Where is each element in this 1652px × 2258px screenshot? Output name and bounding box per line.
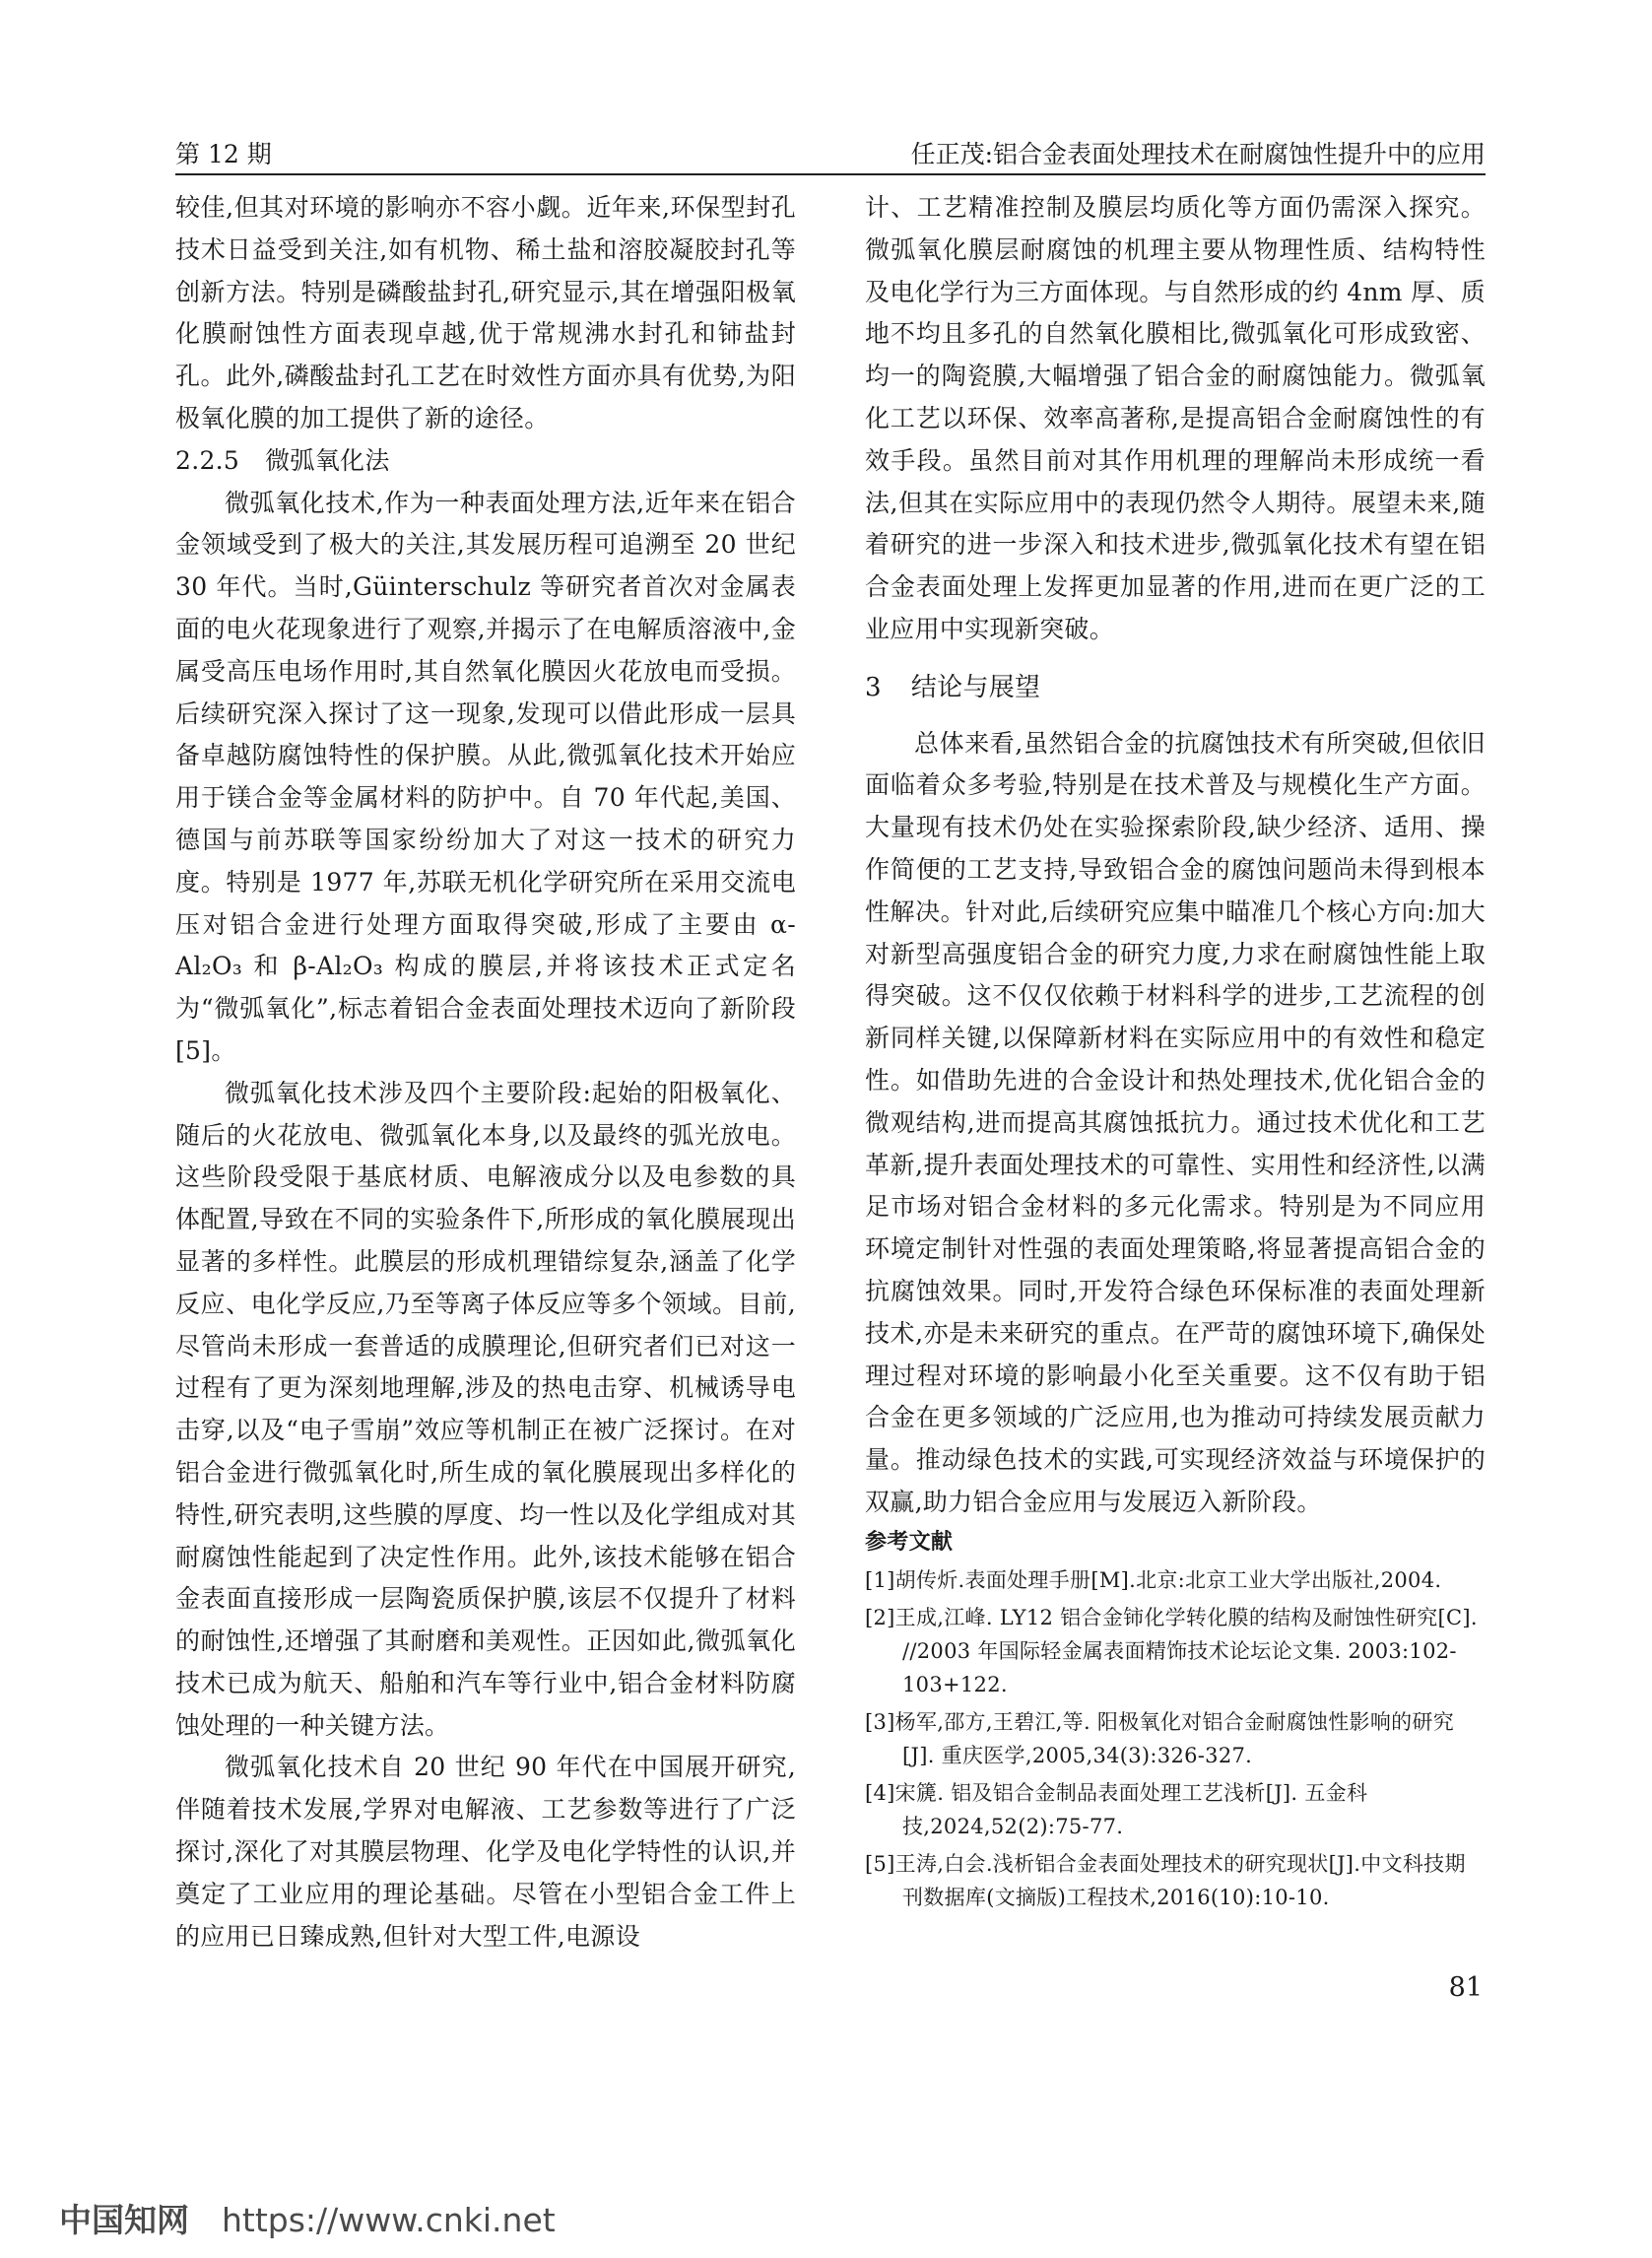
paragraph-continued: 计、工艺精准控制及膜层均质化等方面仍需深入探究。微弧氧化膜层耐腐蚀的机理主要从物理性质、结构特性及电化学行为三方面体现。与自然形成的约 4nm 厚、质地不均且多孔的自然氧化膜相比,微弧氧化可形成致密、均一的陶瓷膜,大幅增强了铝合金的耐腐蚀能力。微弧氧化工艺以环保、效率高著称,是提高铝合金耐腐蚀性的有效手段。虽然目前对其作用机理的理解尚未形成统一看法,但其在实际应用中的表现仍然令人期待。展望未来,随着研究的进一步深入和技术进步,微弧氧化技术有望在铝合金表面处理上发挥更加显著的作用,进而在更广泛的工业应用中实现新突破。 — [865, 193, 1486, 643]
section-title: 结论与展望 — [910, 672, 1041, 702]
page-number: 81 — [1448, 1972, 1483, 2003]
paragraph-continued: 较佳,但其对环境的影响亦不容小觑。近年来,环保型封孔技术日益受到关注,如有机物、稀土盐和溶胶凝胶封孔等创新方法。特别是磷酸盐封孔,研究显示,其在增强阳极氧化膜耐蚀性方面表现卓越,优于常规沸水封孔和铈盐封孔。此外,磷酸盐封孔工艺在时效性方面亦具有优势,为阳极氧化膜的加工提供了新的途径。 — [175, 193, 796, 432]
left-column — [175, 187, 796, 2089]
cnki-logo-text: 中国知网 — [59, 2201, 189, 2239]
section-heading — [865, 667, 1486, 709]
issue-label: 第 12 期 — [175, 140, 272, 168]
subsection-number: 2.2.5 — [175, 445, 240, 475]
section-number: 3 — [865, 672, 882, 702]
subsection-heading — [175, 440, 796, 483]
reference-item: [4]宋篪. 铝及铝合金制品表面处理工艺浅析[J]. 五金科技,2024,52(2):75-77. — [865, 1780, 1368, 1838]
header-divider — [175, 173, 1486, 175]
subsection-title: 微弧氧化法 — [265, 445, 390, 475]
paragraph: 微弧氧化技术自 20 世纪 90 年代在中国展开研究,伴随着技术发展,学界对电解液、工艺参数等进行了广泛探讨,深化了对其膜层物理、化学及电化学特性的认识,并奠定了工业应用的理论基础。尽管在小型铝合金工件上的应用已日臻成熟,但针对大型工件,电源设 — [175, 1753, 796, 1951]
running-header — [175, 132, 1486, 171]
right-column — [865, 187, 1486, 2020]
reference-item: [3]杨军,邵方,王碧江,等. 阳极氧化对铝合金耐腐蚀性影响的研究[J]. 重庆医学,2005,34(3):326-327. — [865, 1709, 1455, 1767]
paragraph: 总体来看,虽然铝合金的抗腐蚀技术有所突破,但依旧面临着众多考验,特别是在技术普及与规模化生产方面。大量现有技术仍处在实验探索阶段,缺少经济、适用、操作简便的工艺支持,导致铝合金的腐蚀问题尚未得到根本性解决。针对此,后续研究应集中瞄准几个核心方向:加大对新型高强度铝合金的研究力度,力求在耐腐蚀性能上取得突破。这不仅仅依赖于材料科学的进步,工艺流程的创新同样关键,以保障新材料在实际应用中的有效性和稳定性。如借助先进的合金设计和热处理技术,优化铝合金的微观结构,进而提高其腐蚀抵抗力。通过技术优化和工艺革新,提升表面处理技术的可靠性、实用性和经济性,以满足市场对铝合金材料的多元化需求。特别是为不同应用环境定制针对性强的表面处理策略,将显著提高铝合金的抗腐蚀效果。同时,开发符合绿色环保标准的表面处理新技术,亦是未来研究的重点。在严苛的腐蚀环境下,确保处理过程对环境的影响最小化至关重要。这不仅有助于铝合金在更多领域的广泛应用,也为推动可持续发展贡献力量。推动绿色技术的实践,可实现经济效益与环境保护的双赢,助力铝合金应用与发展迈入新阶段。 — [865, 728, 1486, 1516]
paragraph: 微弧氧化技术涉及四个主要阶段:起始的阳极氧化、随后的火花放电、微弧氧化本身,以及最终的弧光放电。这些阶段受限于基底材质、电解液成分以及电参数的具体配置,导致在不同的实验条件下,所形成的氧化膜展现出显著的多样性。此膜层的形成机理错综复杂,涵盖了化学反应、电化学反应,乃至等离子体反应等多个领域。目前,尽管尚未形成一套普适的成膜理论,但研究者们已对这一过程有了更为深刻地理解,涉及的热电击穿、机械诱导电击穿,以及“电子雪崩”效应等机制正在被广泛探讨。在对铝合金进行微弧氧化时,所生成的氧化膜展现出多样化的特性,研究表明,这些膜的厚度、均一性以及化学组成对其耐腐蚀性能起到了决定性作用。此外,该技术能够在铝合金表面直接形成一层陶瓷质保护膜,该层不仅提升了材料的耐蚀性,还增强了其耐磨和美观性。正因如此,微弧氧化技术已成为航天、船舶和汽车等行业中,铝合金材料防腐蚀处理的一种关键方法。 — [175, 1078, 796, 1740]
paragraph: 微弧氧化技术,作为一种表面处理方法,近年来在铝合金领域受到了极大的关注,其发展历程可追溯至 20 世纪 30 年代。当时,Güinterschulz 等研究者首次对金属表面的电火花现象进行了观察,并揭示了在电解质溶液中,金属受高压电场作用时,其自然氧化膜因火花放电而受损。后续研究深入探讨了这一现象,发现可以借此形成一层具备卓越防腐蚀特性的保护膜。从此,微弧氧化技术开始应用于镁合金等金属材料的防护中。自 70 年代起,美国、德国与前苏联等国家纷纷加大了对这一技术的研究力度。特别是 1977 年,苏联无机化学研究所在采用交流电压对铝合金进行处理方面取得突破,形成了主要由 α-Al₂O₃ 和 β-Al₂O₃ 构成的膜层,并将该技术正式定名为“微弧氧化”,标志着铝合金表面处理技术迈向了新阶段[5]。 — [175, 488, 796, 1065]
running-title: 任正茂:铝合金表面处理技术在耐腐蚀性提升中的应用 — [910, 140, 1486, 168]
cnki-url[interactable]: https://www.cnki.net — [222, 2201, 556, 2239]
reference-item: [2]王成,江峰. LY12 铝合金铈化学转化膜的结构及耐蚀性研究[C]. //2003 年国际轻金属表面精饰技术论坛论文集. 2003:102-103+122. — [865, 1605, 1478, 1696]
references-heading: 参考文献 — [865, 1529, 954, 1555]
reference-item: [1]胡传炘.表面处理手册[M].北京:北京工业大学出版社,2004. — [865, 1567, 1442, 1592]
reference-list — [865, 1563, 1486, 1914]
reference-item: [5]王涛,白会.浅析铝合金表面处理技术的研究现状[J].中文科技期刊数据库(文摘版)工程技术,2016(10):10-10. — [865, 1851, 1466, 1909]
